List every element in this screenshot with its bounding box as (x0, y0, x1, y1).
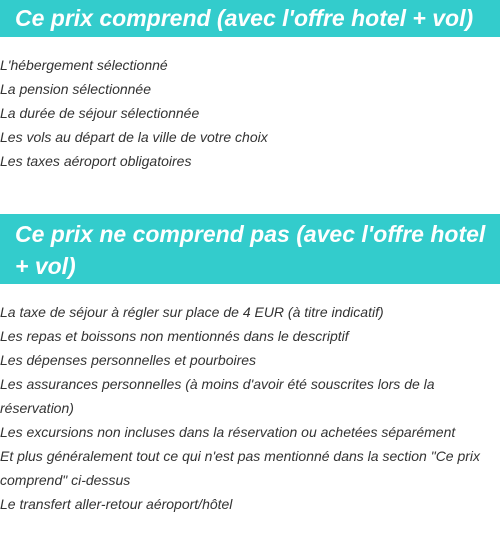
list-item: L'hébergement sélectionné (0, 57, 168, 73)
list-item: La taxe de séjour à régler sur place de 4 EUR (à titre indicatif) (0, 304, 384, 320)
list-item: Les dépenses personnelles et pourboires (0, 352, 257, 368)
list-item: La durée de séjour sélectionnée (0, 105, 200, 121)
list-item: Les assurances personnelles (à moins d'avoir été souscrites lors de la réservation) (0, 376, 435, 416)
list-item: Les repas et boissons non mentionnés dans le descriptif (0, 328, 349, 344)
list-item: Les vols au départ de la ville de votre choix (0, 129, 268, 145)
price-includes-heading: Ce prix comprend (avec l'offre hotel + vol) (0, 0, 500, 37)
price-includes-list (0, 37, 500, 173)
list-item: La pension sélectionnée (0, 81, 152, 97)
price-excludes-section (0, 214, 500, 516)
section-spacer (0, 173, 500, 214)
price-excludes-list (0, 284, 500, 516)
price-includes-section (0, 0, 500, 173)
list-item: Le transfert aller-retour aéroport/hôtel (0, 496, 233, 512)
list-item: Et plus généralement tout ce qui n'est pas mentionné dans la section "Ce prix comprend" ci-dessus (0, 448, 481, 488)
list-item: Les taxes aéroport obligatoires (0, 153, 192, 169)
list-item: Les excursions non incluses dans la réservation ou achetées séparément (0, 424, 456, 440)
price-excludes-heading: Ce prix ne comprend pas (avec l'offre hotel + vol) (0, 214, 500, 284)
